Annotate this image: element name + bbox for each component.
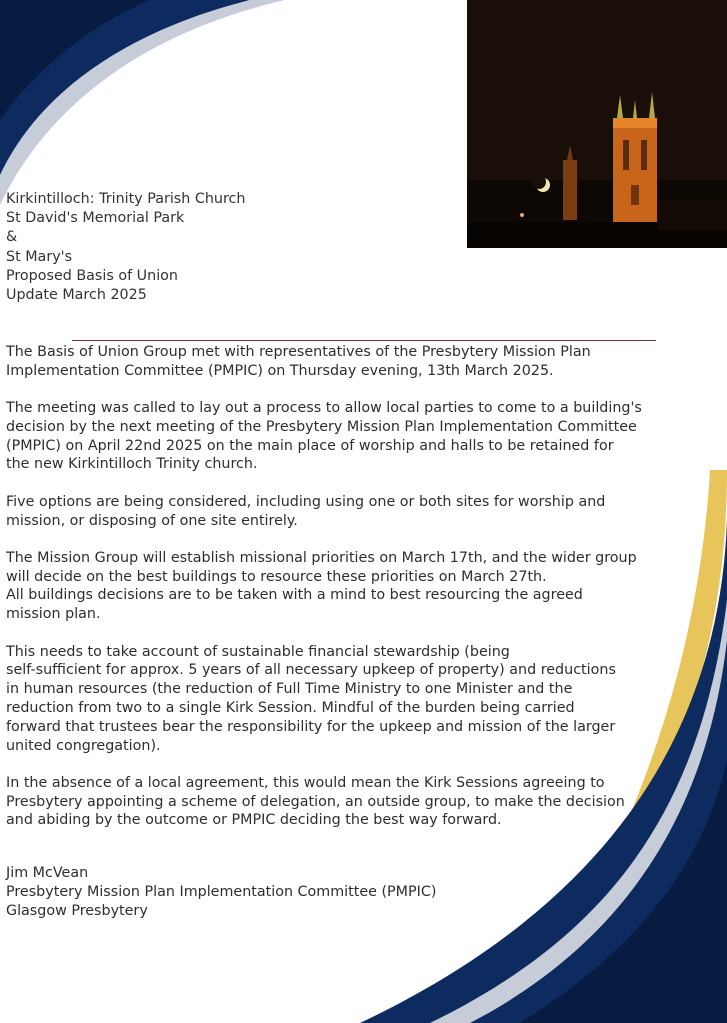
body-line: All buildings decisions are to be taken with a mind to best resourcing the agreed [6,587,583,604]
signature-block [6,864,646,920]
title-line: Proposed Basis of Union [6,267,178,284]
body-line: will decide on the best buildings to resource these priorities on March 27th. [6,568,547,585]
body-line: The Mission Group will establish missional priorities on March 17th, and the wider group [6,549,637,566]
signature-committee: Presbytery Mission Plan Implementation Committee (PMPIC) [6,884,437,901]
body-line: This needs to take account of sustainable financial stewardship (being [6,643,510,660]
title-line: Kirkintilloch: Trinity Parish Church [6,191,246,207]
paragraph-stewardship [6,643,646,756]
paragraph-mission-group [6,549,646,624]
body-line: united congregation). [6,737,161,754]
title-line: St David's Memorial Park [6,210,185,227]
paragraph-options [6,493,646,531]
church-tower [613,118,657,222]
body-line: Presbytery appointing a scheme of delegation, an outside group, to make the decision [6,793,625,810]
title-line: & [6,229,18,246]
body-line: self-sufficient for approx. 5 years of all necessary upkeep of property) and reductions [6,662,616,679]
body-line: reduction from two to a single Kirk Session. Mindful of the burden being carried [6,699,575,716]
body-line: The Basis of Union Group met with representatives of the Presbytery Mission Plan [6,344,591,360]
body-line: The meeting was called to lay out a process to allow local parties to come to a building's [6,400,642,417]
body-line: decision by the next meeting of the Presbytery Mission Plan Implementation Committee [6,418,637,435]
body-line: Implementation Committee (PMPIC) on Thursday evening, 13th March 2025. [6,362,554,379]
title-line: Update March 2025 [6,287,147,304]
body-line: mission plan. [6,606,101,623]
document-title-block [6,190,245,305]
paragraph-meeting [6,343,646,381]
body-line: in human resources (the reduction of Full Time Ministry to one Minister and the [6,681,573,698]
body-line: and abiding by the outcome or PMPIC deciding the best way forward. [6,812,502,829]
body-line: (PMPIC) on April 22nd 2025 on the main place of worship and halls to be retained for [6,437,614,454]
body-line: mission, or disposing of one site entirely. [6,512,298,529]
body-line: Five options are being considered, including using one or both sites for worship and [6,493,606,510]
document-body [6,343,646,939]
divider-rule [72,340,656,341]
body-line: In the absence of a local agreement, this would mean the Kirk Sessions agreeing to [6,774,605,791]
paragraph-delegation [6,774,646,830]
title-line: St Mary's [6,248,73,265]
church-night-photo [467,0,727,248]
signature-name: Jim McVean [6,865,89,882]
paragraph-process [6,399,646,474]
signature-presbytery: Glasgow Presbytery [6,902,148,919]
body-line: forward that trustees bear the responsibility for the upkeep and mission of the larger [6,718,616,735]
body-line: the new Kirkintilloch Trinity church. [6,456,258,473]
